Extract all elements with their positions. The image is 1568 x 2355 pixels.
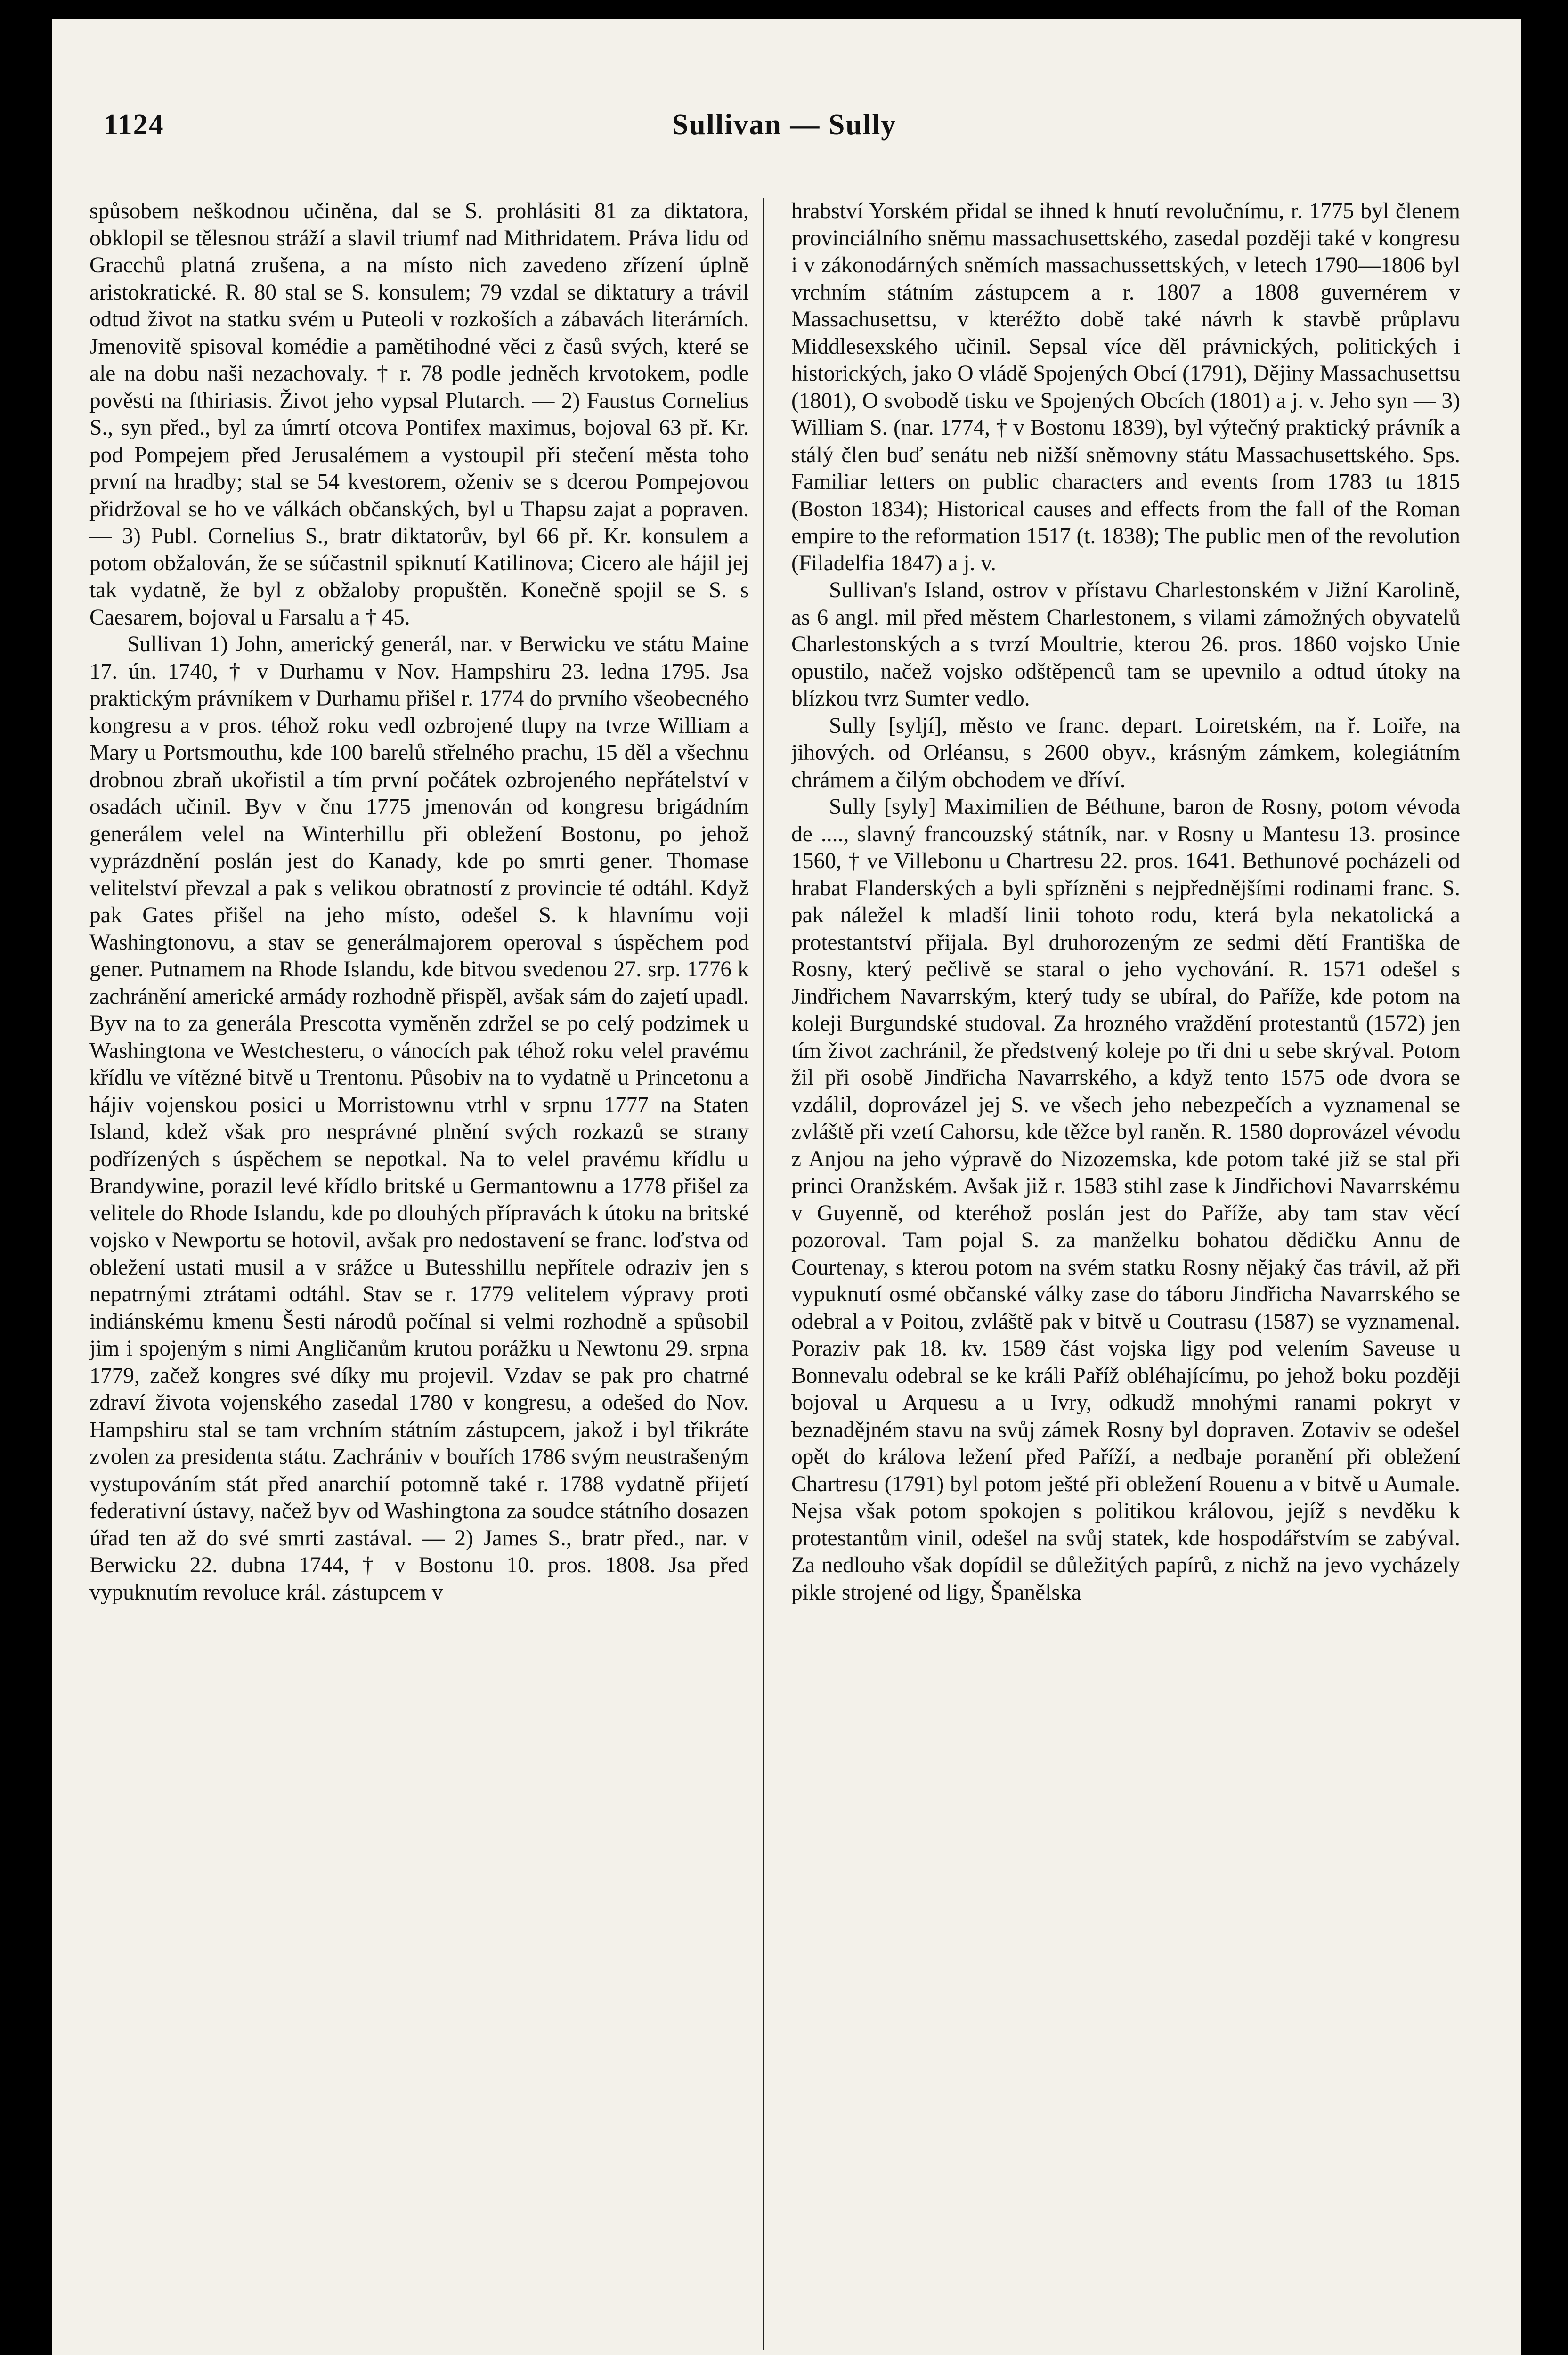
entry-sullivan-continued: hrabství Yorském přidal se ihned k hnutí revolučnímu, r. 1775 byl členem provinciálního sněmu massachusettského, zasedal později také v kongresu i v zákonodárných sněmích massachussettských, v letech 1790—1806 byl vrchním státním zástupcem a r. 1807 a 1808 guvernérem v Massachusettsu, v kteréžto době také návrh k stavbě průplavu Middlesexského učinil. Sepsal více děl právnických, politických i historických, jako O vládě Spojených Obcí (1791), Dějiny Massachusettsu (1801), O svobodě tisku ve Spojených Obcích (1801) a j. v. Jeho syn — 3) William S. (nar. 1774, † v Bostonu 1839), byl výtečný praktický právník a stálý člen buď senátu neb nižší sněmovny státu Massachusettského. Sps. Familiar letters on public characters and events from 1783 tu 1815 (Boston 1834); Historical causes and effects from the fall of the Roman empire to the reformation 1517 (t. 1838); The public men of the revolution (Filadelfia 1847) a j. v. (791, 199, 1460, 576)
entry-sully-duke: Sully [syly] Maximilien de Béthune, baron de Rosny, potom vévoda de ...., slavný francouzský státník, nar. v Rosny u Mantesu 13. prosince 1560, † ve Villebonu u Chartresu 22. pros. 1641. Bethunové pocházeli od hrabat Flanderských a byli spřízněni s nejpřednějšími rodinami franc. S. pak náležel k mladší linii tohoto rodu, která byla nekatolická a protestantství přijala. Byl druhorozeným ze sedmi dětí Františka de Rosny, který pečlivě se staral o jeho vychování. R. 1571 odešel s Jindřichem Navarrským, který tudy se ubíral, do Paříže, kde potom na koleji Burgundské studoval. Za hrozného vraždění protestantů (1572) jen tím život zachránil, že předstvený koleje po tři dni u sebe skrýval. Potom žil při osobě Jindřicha Navarrského, a když tento 1575 ode dvora se vzdálil, doprovázel jej S. ve všech jeho nebezpečích a vyznamenal se zvláště při vzetí Cahorsu, kde těžce byl raněn. R. 1580 doprovázel vévodu z Anjou na jeho výpravě do Nizozemska, kde potom také již se stal při princi Oranžském. Avšak již r. 1583 stihl zase k Jindřichovi Navarrskému v Guyenně, od kteréhož poslán jest do Paříže, aby tam stav věcí pozoroval. Tam pojal S. za manželku bohatou dědičku Annu de Courtenay, s kterou potom na svém statku Rosny nějaký čas trávil, až při vypuknutí osmé občanské války zase do táboru Jindřicha Navarrského se odebral a v Poitou, zvláště pak v bitvě u Coutrasu (1587) se vyznamenal. Poraziv pak 18. kv. 1589 část vojska ligy pod velením Saveuse u Bonnevalu odebral se ke králi Paříž obléhajícímu, po jehož boku později bojoval u Arquesu a u Ivry, odkudž mnohými ranami pokryt v beznadějném stavu na svůj zámek Rosny byl dopraven. Zotaviv se odešel opět do králova ležení před Paříží, a nedbaje poranění při obležení Chartresu (1791) byl potom ješté při obležení Rouenu a v bitvě u Aumale. Nejsa však potom spokojen s politikou královou, jejíž s nevděku k protestantům vinil, odešel na svůj statek, kde hospodářstvím se zabýval. Za nedlouho však dopídil se důležitých papírů, z nichž na jevo vycházely pikle strojené od ligy, Španělska (791, 795, 1460, 1605)
entry-sully-town: Sully [syljí], město ve franc. depart. Loiretském, na ř. Loiře, na jihových. od Orléansu, s 2600 obyv., krásným zámkem, kolegiátním chrámem a čilým obchodem ve dříví. (791, 713, 1460, 792)
left-column (89, 198, 749, 2355)
entry-sullivan: Sullivan 1) John, americký generál, nar. v Berwicku ve státu Maine 17. ún. 1740, † v Durhamu v Nov. Hampshiru 23. ledna 1795. Jsa praktickým právníkem v Durhamu přišel r. 1774 do prvního všeobecného kongresu a v pros. téhož roku vedl ozbrojené tlupy na tvrze William a Mary u Portsmouthu, kde 100 barelů střelného prachu, 15 děl a všechnu drobnou zbraň ukořistil a tím první počátek ozbrojeného nepřátelství v osadách učinil. Byv v čnu 1775 jmenován od kongresu brigádním generálem velel na Winterhillu při obležení Bostonu, po jehož vyprázdnění poslán jest do Kanady, kde po smrti gener. Thomase velitelství převzal a pak s velikou obratností z provincie té odtáhl. Když pak Gates přišel na jeho místo, odešel S. k hlavnímu voji Washingtonovu, a stav se generálmajorem operoval s úspěchem pod gener. Putnamem na Rhode Islandu, kde bitvou svedenou 27. srp. 1776 k zachránění americké armády rozhodně přispěl, avšak sám do zajetí upadl. Byv na to za generála Prescotta vyměněn zdržel se po celý podzimek u Washingtona ve Westchesteru, o vánocích pak téhož roku velel pravému křídlu ve vítězné bitvě u Trentonu. Působiv na to vydatně u Princetonu a hájiv vojenskou posici u Morristownu vtrhl v srpnu 1777 na Staten Island, kdež však pro nesprávné plnění svých rozkazů se strany podřízených s úspěchem se nepotkal. Na to velel pravému křídlu u Brandywine, porazil levé křídlo britské u Germantownu a 1778 přišel za velitele do Rhode Islandu, kde po dlouhých přípravách k útoku na britské vojsko v Newportu se hotovil, avšak pro nedostavení se franc. loďstva od obležení ustati musil a v srážce u Butesshillu nepřítele odraziv jen s nepatrnými ztrátami odtáhl. Stav se r. 1779 velitelem výpravy proti indiánskému kmenu Šesti národů počínal si velmi rozhodně a spůsobil jim i spojeným s nimi Angličanům krutou porážku u Newtonu 29. srpna 1779, začež kongres své díky mu projevil. Vzdav se pak pro chatrné zdraví života vojenského zasedal 1780 v kongresu, a odešed do Nov. Hampshiru stal se tam vrchním státním zástupcem, jakož i byl třikráte zvolen za presidenta státu. Zachrániv v bouřích 1786 svým neustrašeným vystupováním stát před anarchií potomně také r. 1788 vydatně přijetí federativní ústavy, načež byv od Washingtona za soudce státního dosazen úřad ten až do své smrti zastával. — 2) James S., bratr před., nar. v Berwicku 22. dubna 1744, † v Bostonu 10. pros. 1808. Jsa před vypuknutím revoluce král. zástupcem v (89, 632, 749, 1605)
right-column (791, 198, 1460, 2355)
entry-sulla-continued: spůsobem neškodnou učiněna, dal se S. prohlásiti 81 za diktatora, obklopil se tělesnou stráží a slavil triumf nad Mithridatem. Práva lidu od Gracchů platná zrušena, a na místo nich zavedeno zřízení úplně aristokratické. R. 80 stal se S. konsulem; 79 vzdal se diktatury a trávil odtud život na statku svém u Puteoli v rozkoších a zábavách literárních. Jmenovitě spisoval komédie a pamětihodné věci z časů svých, které se ale na dobu naši nezachovaly. † r. 78 podle jedněch krvotokem, podle pověsti na fthiriasis. Život jeho vypsal Plutarch. — 2) Faustus Cornelius S., syn před., byl za úmrtí otcova Pontifex maximus, bojoval 63 př. Kr. pod Pompejem před Jerusalémem a vystoupil při stečení města toho první na hradby; stal se 54 kvestorem, oženiv se s dcerou Pompejovou přidržoval se ho ve válkách občanských, byl u Thapsu zajat a popraven. — 3) Publ. Cornelius S., bratr diktatorův, byl 66 př. Kr. konsulem a potom obžalován, že se súčastnil spiknutí Katilinova; Cicero ale hájil jej tak vydatně, že byl z obžaloby propuštěn. Konečně spojil se S. s Caesarem, bojoval u Farsalu a † 45. (89, 199, 749, 630)
page-header (104, 108, 1465, 160)
running-title: Sullivan — Sully (672, 109, 897, 141)
entry-sullivans-island: Sullivan's Island, ostrov v přístavu Charlestonském v Jižní Karolině, as 6 angl. mil před městem Charlestonem, s vilami zámožných obyvatelů Charlestonských a s tvrzí Moultrie, kterou 26. pros. 1860 vojsko Unie opustilo, načež vojsko odštěpenců tam se upevnilo a odtud útoky na blízkou tvrz Sumter vedlo. (791, 578, 1460, 711)
column-divider (763, 198, 764, 2350)
page-number: 1124 (104, 109, 164, 141)
book-page (52, 19, 1521, 2355)
